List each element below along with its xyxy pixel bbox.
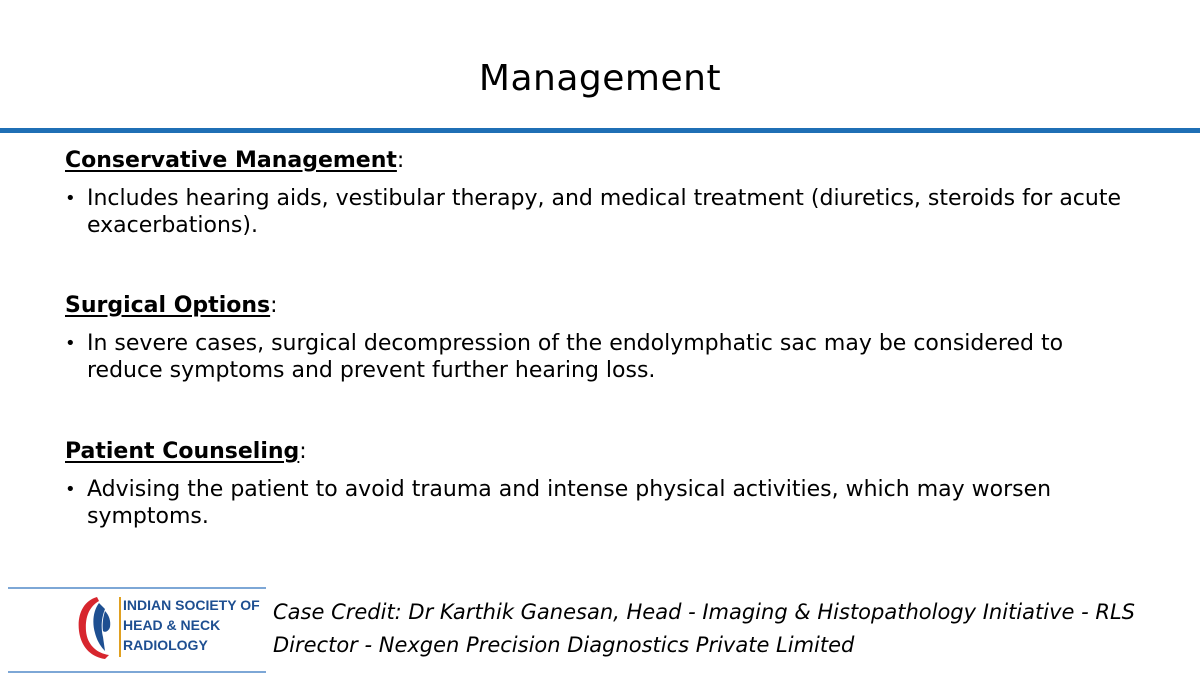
bullet-item (65, 185, 1145, 239)
logo-line: HEAD & NECK (123, 617, 221, 633)
bullet-dot-icon: • (65, 188, 76, 209)
section-counseling (65, 438, 1145, 530)
section-heading-label: Conservative Management (65, 148, 397, 173)
bullet-dot-icon: • (65, 333, 76, 354)
section-conservative (65, 147, 1145, 239)
logo-line: INDIAN SOCIETY OF (123, 597, 260, 613)
logo-separator (119, 597, 121, 657)
bullet-text: Advising the patient to avoid trauma and intense physical activities, which may worsen symptoms. (87, 477, 1052, 529)
logo-line: RADIOLOGY (123, 637, 208, 653)
section-surgical (65, 292, 1145, 384)
section-heading: Conservative Management: (65, 148, 405, 173)
bullet-list (65, 476, 1145, 530)
section-heading: Surgical Options: (65, 293, 278, 318)
bullet-list (65, 185, 1145, 239)
head-profile-logo-icon (75, 593, 119, 665)
section-heading: Patient Counseling: (65, 439, 307, 464)
bullet-item (65, 330, 1145, 384)
section-heading-label: Surgical Options (65, 293, 271, 318)
title-divider (0, 128, 1200, 133)
logo-wordmark (123, 595, 260, 655)
credit-line: Director - Nexgen Precision Diagnostics Private Limited (273, 633, 855, 657)
case-credit (273, 596, 1135, 662)
bullet-text: In severe cases, surgical decompression of the endolymphatic sac may be considered to reduce symptoms and prevent further hearing loss. (87, 331, 1064, 383)
society-logo (75, 593, 260, 665)
footer-divider-bottom (8, 671, 266, 673)
footer-divider-top (8, 587, 266, 589)
bullet-list (65, 330, 1145, 384)
bullet-dot-icon: • (65, 479, 76, 500)
bullet-text: Includes hearing aids, vestibular therapy, and medical treatment (diuretics, steroids for acute exacerbations). (87, 186, 1122, 238)
section-heading-label: Patient Counseling (65, 439, 300, 464)
bullet-item (65, 476, 1145, 530)
credit-line: Case Credit: Dr Karthik Ganesan, Head - Imaging & Histopathology Initiative - RLS (273, 600, 1135, 624)
slide-title: Management (478, 58, 722, 99)
